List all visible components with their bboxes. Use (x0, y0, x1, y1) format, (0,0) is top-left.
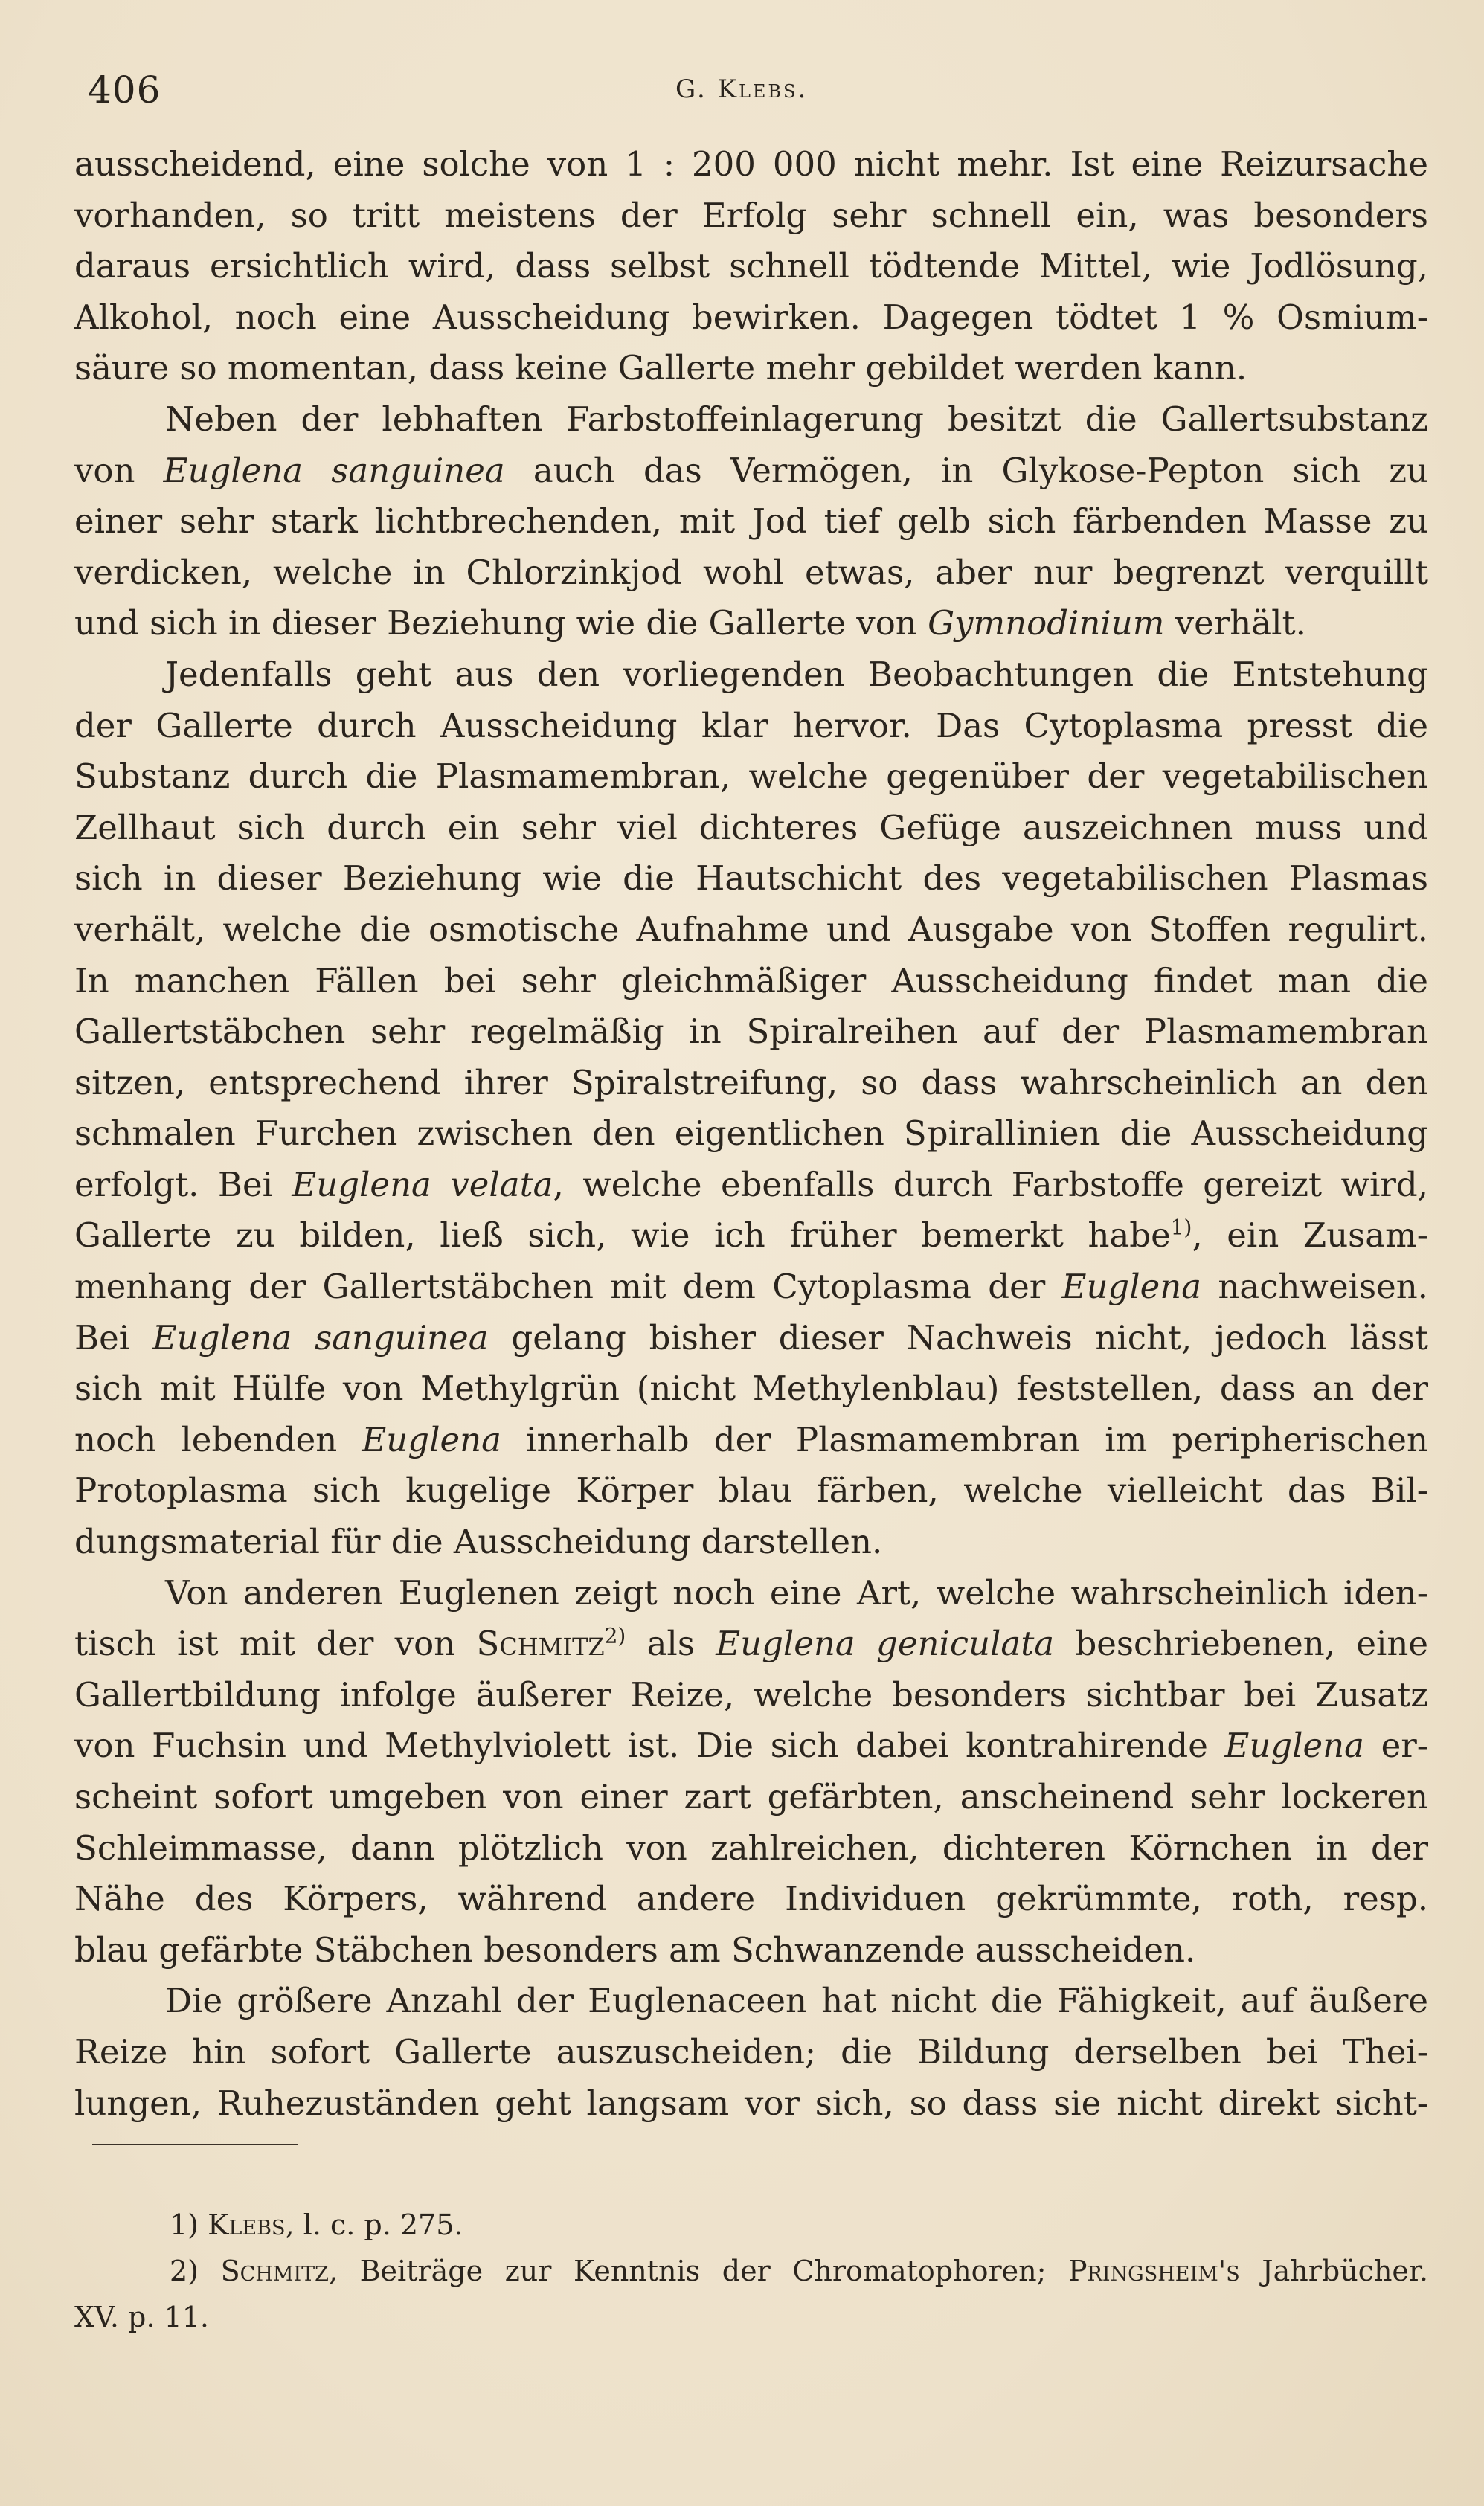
text-line (74, 446, 1428, 497)
text-span: innerhalb der Plasmamembran im peripherischen (501, 1419, 1428, 1459)
text-line: Reize hin sofort Gallerte auszuscheiden; die Bildung derselben bei Thei- (74, 2031, 1428, 2072)
species-name: Gymnodinium (928, 603, 1165, 643)
text-line: Nähe des Körpers, während andere Individuen gekrümmte, roth, resp. (74, 1879, 1428, 1919)
text-span: er- (1364, 1726, 1429, 1766)
text-line: daraus ersichtlich wird, dass selbst schnell tödtende Mittel, wie Jodlösung, (74, 246, 1428, 286)
species-name: Euglena sanguinea (163, 450, 505, 490)
text-span: menhang der Gallertstäbchen mit dem Cytoplasma der (74, 1267, 1062, 1307)
text-line: säure so momentan, dass keine Gallerte mehr gebildet werden kann. (74, 348, 1247, 388)
body-text (74, 139, 1428, 2129)
text-line: sich in dieser Beziehung wie die Hautschicht des vegetabilischen Plasmas (74, 858, 1428, 899)
text-line: scheint sofort umgeben von einer zart gefärbten, anscheinend sehr lockeren (74, 1777, 1428, 1816)
text-line: Alkohol, noch eine Ausscheidung bewirken. Dagegen tödtet 1 % Osmium- (74, 297, 1428, 337)
text-line: Substanz durch die Plasmamembran, welche gegenüber der vegetabilischen (74, 756, 1428, 797)
text-span: Bei (74, 1317, 152, 1358)
text-line (74, 1415, 1428, 1466)
text-line: sitzen, entsprechend ihrer Spiralstreifung, so dass wahrscheinlich an den (74, 1062, 1428, 1102)
text-line (74, 1160, 1428, 1211)
footnote-text: , l. c. p. 275. (285, 2208, 463, 2241)
footnote-divider (92, 2144, 298, 2145)
footnote-author: Klebs (208, 2208, 286, 2241)
text-line: dungsmaterial für die Ausscheidung darstellen. (74, 1522, 883, 1562)
text-line: Gallertbildung infolge äußerer Reize, welche besonders sichtbar bei Zusatz (74, 1674, 1428, 1715)
footnote-ref: 2) (604, 1623, 626, 1648)
text-line: schmalen Furchen zwischen den eigentlichen Spirallinien die Ausscheidung (74, 1114, 1428, 1154)
text-line: verhält, welche die osmotische Aufnahme und Ausgabe von Stoffen regulirt. (74, 909, 1428, 949)
text-line (74, 1619, 1428, 1670)
species-name: Euglena sanguinea (152, 1317, 489, 1358)
footnote-text: , Beiträge zur Kenntnis der Chromatophoren; (328, 2255, 1068, 2287)
text-span: tisch ist mit der von (74, 1624, 477, 1664)
text-span: von (74, 450, 164, 490)
footnote-text: Jahrbücher. (1239, 2255, 1428, 2287)
species-name: Euglena (1061, 1267, 1202, 1307)
footnote-mark: 2) (170, 2255, 199, 2287)
text-line (74, 1721, 1428, 1772)
text-span: , ein Zusam- (1192, 1215, 1428, 1256)
text-span: beschriebenen, eine (1054, 1624, 1428, 1664)
text-line: Zellhaut sich durch ein sehr viel dichteres Gefüge auszeichnen muss und (74, 807, 1428, 847)
text-line: lungen, Ruhezuständen geht langsam vor sich, so dass sie nicht direkt sicht- (74, 2083, 1428, 2123)
page-number: 406 (88, 68, 161, 112)
species-name: Euglena geniculata (716, 1624, 1055, 1664)
text-span: von Fuchsin und Methylviolett ist. Die sich dabei kontrahirende (74, 1726, 1225, 1766)
text-line: einer sehr stark lichtbrechenden, mit Jod tief gelb sich färbenden Masse zu (74, 501, 1428, 542)
text-line: sich mit Hülfe von Methylgrün (nicht Methylenblau) feststellen, dass an der (74, 1369, 1428, 1409)
text-line: Jedenfalls geht aus den vorliegenden Beobachtungen die Entstehung (165, 654, 1428, 694)
footnote-ref: 1) (1170, 1215, 1192, 1240)
text-line: verdicken, welche in Chlorzinkjod wohl etwas, aber nur begrenzt verquillt (74, 552, 1428, 592)
footnote-author: Schmitz (220, 2255, 329, 2287)
species-name: Euglena velata (292, 1164, 553, 1204)
text-span: erfolgt. Bei (74, 1164, 292, 1204)
text-line: der Gallerte durch Ausscheidung klar hervor. Das Cytoplasma presst die (74, 705, 1428, 745)
footnotes (74, 2202, 1428, 2340)
text-line: blau gefärbte Stäbchen besonders am Schwanzende ausscheiden. (74, 1930, 1196, 1970)
footnote-2 (74, 2248, 1428, 2294)
footnote-mark: 1) (170, 2208, 199, 2241)
author-name: Schmitz (476, 1624, 605, 1664)
text-span: als (626, 1624, 716, 1664)
footnote-1 (74, 2202, 1428, 2248)
text-line: Neben der lebhaften Farbstoffeinlagerung besitzt die Gallertsubstanz (165, 399, 1428, 439)
footnote-2-continuation: XV. p. 11. (74, 2301, 209, 2333)
text-line: Schleimmasse, dann plötzlich von zahlreichen, dichteren Körnchen in der (74, 1828, 1428, 1868)
running-head: G. Klebs. (675, 74, 809, 104)
species-name: Euglena (362, 1419, 501, 1459)
text-line (74, 1313, 1428, 1364)
text-line: Protoplasma sich kugelige Körper blau färben, welche vielleicht das Bil- (74, 1471, 1428, 1511)
text-line: Von anderen Euglenen zeigt noch eine Art, welche wahrscheinlich iden- (165, 1572, 1428, 1613)
text-line (74, 598, 1428, 649)
text-line: vorhanden, so tritt meistens der Erfolg sehr schnell ein, was besonders (74, 195, 1428, 235)
text-span: nachweisen. (1201, 1267, 1428, 1307)
text-span: gelang bisher dieser Nachweis nicht, jedoch lässt (488, 1317, 1428, 1358)
text-line: Gallertstäbchen sehr regelmäßig in Spiralreihen auf der Plasmamembran (74, 1012, 1428, 1052)
species-name: Euglena (1224, 1726, 1364, 1766)
text-line: In manchen Fällen bei sehr gleichmäßiger Ausscheidung findet man die (74, 960, 1428, 1000)
page-header (88, 58, 1434, 118)
text-line (74, 1210, 1428, 1262)
text-span: auch das Vermögen, in Glykose-Pepton sich zu (504, 450, 1428, 490)
text-span: noch lebenden (74, 1419, 362, 1459)
text-line (74, 1262, 1428, 1313)
text-line: Die größere Anzahl der Euglenaceen hat nicht die Fähigkeit, auf äußere (165, 1981, 1428, 2021)
footnote-author: Pringsheim's (1067, 2255, 1240, 2287)
text-span: verhält. (1164, 603, 1306, 643)
text-span: , welche ebenfalls durch Farbstoffe gereizt wird, (553, 1164, 1428, 1204)
text-line: ausscheidend, eine solche von 1 : 200 000 nicht mehr. Ist eine Reizursache (74, 144, 1428, 184)
text-span: Gallerte zu bilden, ließ sich, wie ich früher bemerkt habe (74, 1215, 1171, 1256)
text-span: und sich in dieser Beziehung wie die Gallerte von (74, 603, 928, 643)
